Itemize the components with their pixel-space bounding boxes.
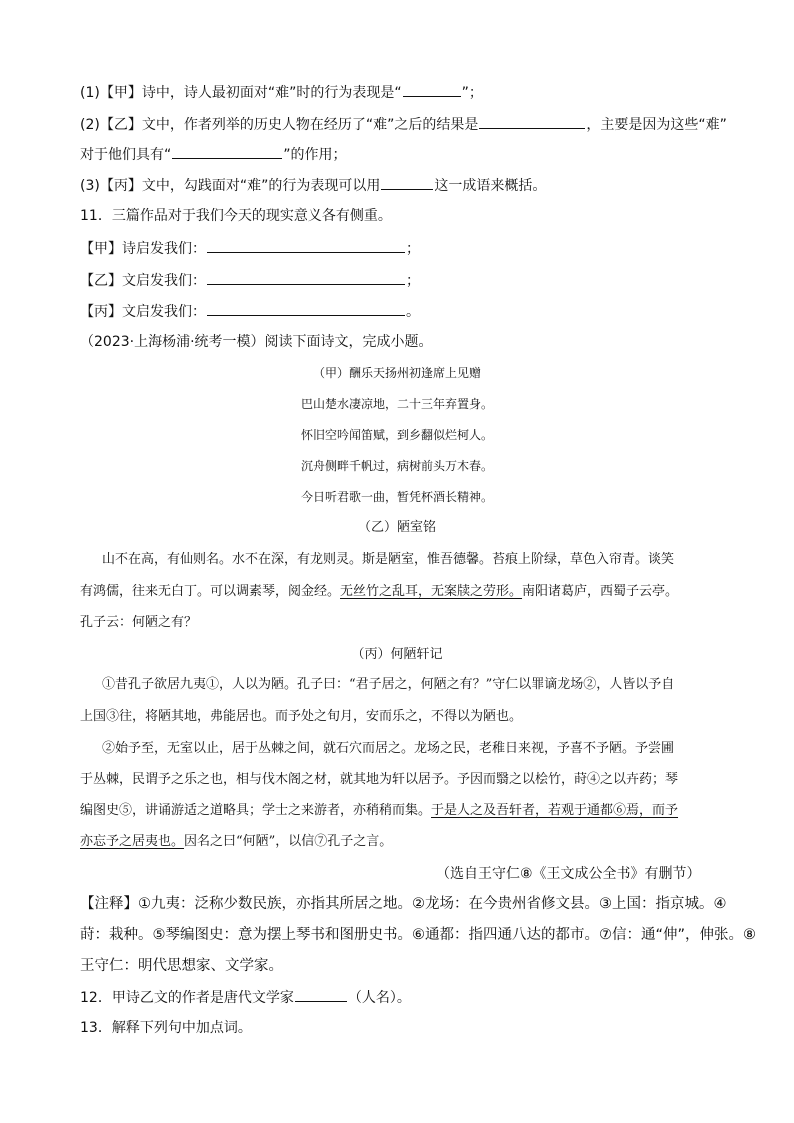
poem-line: 今日听君歌一曲，暂凭杯酒长精神。 <box>300 490 493 504</box>
q10-item-1 <box>80 82 483 103</box>
q10-item-2 <box>80 114 727 135</box>
bing-p2-line-3 <box>80 801 678 821</box>
poem-line: 怀旧空吟闻笛赋，到乡翻似烂柯人。 <box>300 428 493 442</box>
q10-item-2b-text: 对于他们具有“ <box>80 147 172 163</box>
notes-line-1: 【注释】①九夷：泛称少数民族，亦指其所居之地。②龙场：在今贵州省修文县。③上国：指京城。④ <box>80 896 727 912</box>
q10-item-2-text: (2)【乙】文中，作者列举的历史人物在经历了“难”之后的结果是 <box>80 117 479 133</box>
bing-p1-line-2: 上国③往，将陋其地，弗能居也。而予处之旬月，安而乐之，不得以为陋也。 <box>80 709 523 724</box>
bing-p2-line-3-a: 编图史⑤，讲诵游适之道略具；学士之来游者，亦稍稍而集。 <box>80 803 432 818</box>
yi-line-2 <box>80 582 678 602</box>
underlined-sentence: 亦忘予之居夷也。 <box>80 834 185 849</box>
yi-line-2-a: 有鸿儒，往来无白丁。可以调素琴，阅金经。 <box>80 584 341 599</box>
q10-item-1-text: (1)【甲】诗中，诗人最初面对“难”时的行为表现是“ <box>80 85 402 101</box>
underlined-sentence: 无丝竹之乱耳，无案牍之劳形。 <box>340 584 523 599</box>
answer-blank[interactable] <box>207 301 405 316</box>
yi-line-1: 山不在高，有仙则名。水不在深，有龙则灵。斯是陋室，惟吾德馨。苔痕上阶绿，草色入帘青。谈笑 <box>102 552 675 567</box>
q10-item-2-end: ，主要是因为这些“难” <box>586 117 727 133</box>
bing-p2-line-2: 于丛棘，民谓予之乐之也，相与伐木阁之材，就其地为轩以居予。予因而翳之以桧竹，莳④之以卉药；琴 <box>80 772 679 787</box>
poem-line: 沉舟侧畔千帆过，病树前头万木春。 <box>300 459 493 473</box>
bing-p1-line-1: ①昔孔子欲居九夷①，人以为陋。孔子曰：“君子居之，何陋之有？”守仁以罪谪龙场②，人皆以予自 <box>102 677 675 692</box>
q10-item-1-end: ”； <box>461 85 483 101</box>
yi-line-2-b: 南阳诸葛庐，西蜀子云亭。 <box>522 584 679 599</box>
q11-jia <box>80 238 420 259</box>
answer-blank[interactable] <box>479 114 585 129</box>
q10-item-2b-end: ”的作用； <box>283 147 347 163</box>
q11-jia-label: 【甲】诗启发我们： <box>80 241 206 257</box>
bing-p2-line-4-b: 因名之曰“何陋”，以信⑦孔子之言。 <box>184 834 393 849</box>
notes-line-3: 王守仁：明代思想家、文学家。 <box>80 958 283 974</box>
q12 <box>80 987 411 1008</box>
q11-yi-label: 【乙】文启发我们： <box>80 273 206 289</box>
q11-bing-label: 【丙】文启发我们： <box>80 304 206 320</box>
yi-line-3: 孔子云：何陋之有？ <box>80 615 198 630</box>
q10-item-3 <box>80 175 546 196</box>
q13: 13．解释下列句中加点词。 <box>80 1020 252 1036</box>
q10-item-3-text: (3)【丙】文中，勾践面对“难”的行为表现可以用 <box>80 178 381 194</box>
answer-blank[interactable] <box>381 175 433 190</box>
q10-item-3-end: 这一成语来概括。 <box>434 178 547 194</box>
q11-title: 11．三篇作品对于我们今天的现实意义各有侧重。 <box>80 208 392 224</box>
source-line: （2023·上海杨浦·统考一模）阅读下面诗文，完成小题。 <box>80 334 433 350</box>
q11-bing <box>80 301 420 322</box>
answer-blank[interactable] <box>207 238 405 253</box>
bing-source: （选自王守仁⑧《王文成公全书》有删节） <box>436 866 701 882</box>
answer-blank[interactable] <box>403 82 461 97</box>
q11-yi <box>80 270 420 291</box>
answer-blank[interactable] <box>207 270 405 285</box>
answer-blank[interactable] <box>295 987 347 1002</box>
bing-p2-line-1: ②始予至，无室以止，居于丛棘之间，就石穴而居之。龙场之民，老稚日来视，予喜不予陋。予尝圃 <box>102 741 675 756</box>
q10-item-2-cont <box>80 144 347 165</box>
bing-p2-line-4 <box>80 832 392 852</box>
underlined-sentence: 于是人之及吾轩者，若观于通都⑥焉，而予 <box>431 803 679 818</box>
notes-line-2: 莳：栽种。⑤琴编图史：意为摆上琴书和图册史书。⑥通都：指四通八达的都市。⑦信：通“伸”，伸张。⑧ <box>80 927 757 943</box>
q11-yi-end: ； <box>406 273 420 289</box>
q12-text: 12．甲诗乙文的作者是唐代文学家 <box>80 990 294 1006</box>
bing-title: （丙）何陋轩记 <box>351 647 443 662</box>
q11-bing-end: 。 <box>406 304 420 320</box>
poem-title: （甲）酬乐天扬州初逢席上见赠 <box>312 366 481 380</box>
q12-end: （人名）。 <box>347 990 411 1006</box>
answer-blank[interactable] <box>172 144 282 159</box>
yi-title: （乙）陋室铭 <box>357 520 436 535</box>
poem-line: 巴山楚水凄凉地，二十三年弃置身。 <box>300 397 493 411</box>
q11-jia-end: ； <box>406 241 420 257</box>
